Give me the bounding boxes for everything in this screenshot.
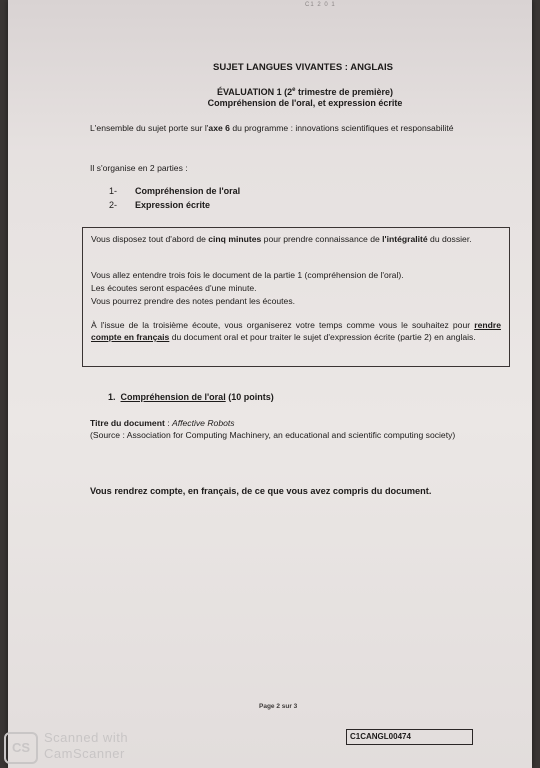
axe-label: axe 6 [208, 123, 230, 133]
parts-intro: Il s'organise en 2 parties : [90, 163, 188, 173]
box-line-1: Vous disposez tout d'abord de cinq minutes pour prendre connaissance de l'intégralité du dossier. [91, 234, 472, 244]
evaluation-subtitle: Compréhension de l'oral, et expression écrite [207, 98, 403, 108]
document-source: (Source : Association for Computing Machinery, an educational and scientific computing society) [90, 430, 456, 440]
box-line-3: Les écoutes seront espacées d'une minute. [91, 283, 257, 293]
evaluation-title: ÉVALUATION 1 (2e trimestre de première) [216, 87, 394, 97]
exam-code: C1CANGL00474 [346, 729, 473, 745]
document-info [90, 417, 510, 441]
list-item: 2- Expression écrite [109, 200, 211, 210]
exam-page [8, 0, 532, 768]
box-line-4: Vous pourrez prendre des notes pendant les écoutes. [91, 296, 296, 306]
section-heading: 1. Compréhension de l'oral (10 points) [108, 392, 274, 402]
parts-list [109, 184, 240, 212]
scanner-watermark [4, 730, 154, 764]
document-title: Titre du document : Affective Robots [90, 418, 235, 428]
camscanner-logo-icon: CS [4, 732, 38, 764]
box-line-5: À l'issue de la troisième écoute, vous organiserez votre temps comme vous le souhaitez pour rendre compte en français du document oral et pour traiter le sujet d'expression écrite (partie 2) en anglais. [91, 320, 501, 342]
instructions-box [82, 227, 510, 367]
final-instruction: Vous rendrez compte, en français, de ce que vous avez compris du document. [90, 486, 432, 496]
intro-paragraph: L'ensemble du sujet porte sur l'axe 6 du programme : innovations scientifiques et responsabilité [90, 123, 454, 133]
watermark-text: Scanned with CamScanner [44, 730, 129, 761]
page-title: SUJET LANGUES VIVANTES : ANGLAIS [213, 62, 393, 73]
box-line-2: Vous allez entendre trois fois le document de la partie 1 (compréhension de l'oral). [91, 270, 404, 280]
list-item: 1- Compréhension de l'oral [109, 186, 241, 196]
page-number: Page 2 sur 3 [259, 703, 298, 710]
top-mark: C1 2 0 1 [305, 2, 336, 8]
